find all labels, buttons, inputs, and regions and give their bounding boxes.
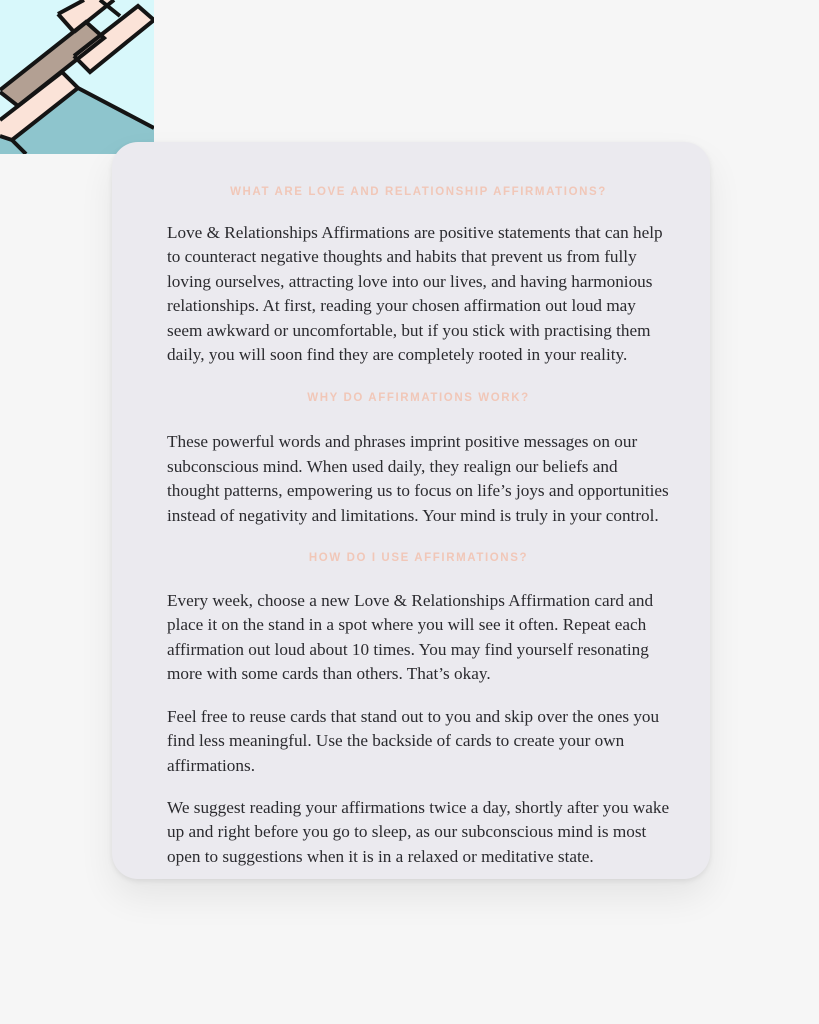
section-heading-why: WHY DO AFFIRMATIONS WORK? <box>307 392 530 405</box>
card-content <box>167 184 670 869</box>
section-paragraph-how-reuse: Feel free to reuse cards that stand out to you and skip over the ones you find less meaningful. Use the backside of cards to create your own affirmations. <box>167 706 660 775</box>
section-paragraph-what: Love & Relationships Affirmations are positive statements that can help to counteract negative thoughts and habits that prevent us from fully loving ourselves, attracting love into our lives, and having harmonious relationships. At first, reading your chosen affirmation out loud may seem awkward or uncomfortable, but if you stick with practising them daily, you will soon find they are completely rooted in your reality. <box>167 223 663 365</box>
geometric-corner-logo-icon <box>0 0 154 154</box>
section-paragraph-why: These powerful words and phrases imprint positive messages on our subconscious mind. When used daily, they realign our beliefs and thought patterns, empowering us to focus on life’s joys and opportunities instead of negativity and limitations. Your mind is truly in your control. <box>167 432 669 525</box>
section-heading-what: WHAT ARE LOVE AND RELATIONSHIP AFFIRMATIONS? <box>230 186 607 198</box>
section-heading-how: HOW DO I USE AFFIRMATIONS? <box>308 552 529 565</box>
section-paragraph-how-timing: We suggest reading your affirmations twice a day, shortly after you wake up and right before you go to sleep, as our subconscious mind is most open to suggestions when it is in a relaxed or meditative state. <box>167 797 670 866</box>
affirmation-info-card <box>112 142 710 879</box>
section-paragraph-how-weekly: Every week, choose a new Love & Relationships Affirmation card and place it on the stand in a spot where you will see it often. Repeat each affirmation out loud about 10 times. You may find yourself resonating more with some cards than others. That’s okay. <box>167 591 654 684</box>
